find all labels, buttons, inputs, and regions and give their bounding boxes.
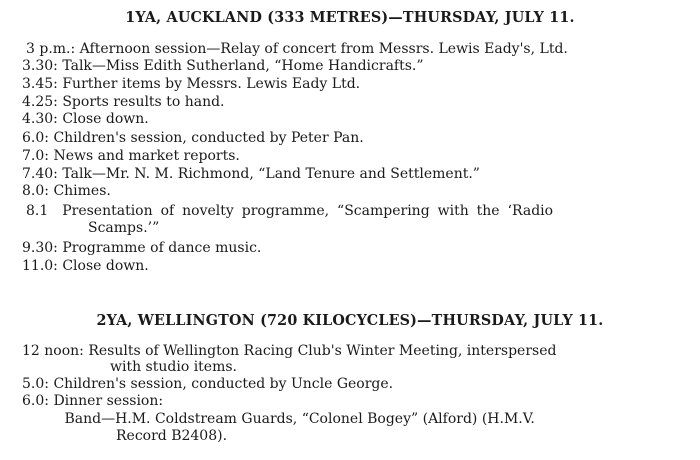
entry-text: News and market reports. xyxy=(53,148,240,164)
entry-text: Dinner session: xyxy=(53,393,164,409)
entry-text: Further items by Messrs. Lewis Eady Ltd. xyxy=(62,76,361,92)
entry-text: Programme of dance music. xyxy=(62,240,262,256)
entry-time: 8.1 xyxy=(26,203,49,219)
entry-text: Talk—Miss Edith Sutherland, “Home Handicrafts.” xyxy=(62,58,424,74)
section-heading-1ya: 1YA, AUCKLAND (333 METRES)—THURSDAY, JULY 11. xyxy=(125,9,575,26)
entry-time: 5.0: xyxy=(22,376,49,392)
entry-time: 4.25: xyxy=(22,94,58,110)
entry-time: 9.30: xyxy=(22,240,58,256)
schedule-entry xyxy=(26,203,553,219)
entry-text: Band—H.M. Coldstream Guards, “Colonel Bogey” (Alford) (H.M.V. xyxy=(64,411,535,427)
schedule-entry xyxy=(22,130,364,146)
schedule-entry xyxy=(26,41,568,57)
entry-continuation: Record B2408). xyxy=(116,428,228,444)
entry-time: 6.0: xyxy=(22,393,49,409)
entry-continuation: with studio items. xyxy=(110,359,237,375)
entry-text: Chimes. xyxy=(53,183,111,199)
entry-text: Children's session, conducted by Peter Pan. xyxy=(53,130,364,146)
entry-time: 3.45: xyxy=(22,76,58,92)
schedule-entry xyxy=(22,183,111,199)
entry-text: Results of Wellington Racing Club's Winter Meeting, interspersed xyxy=(88,343,557,359)
schedule-entry xyxy=(22,111,149,127)
entry-time: 11.0: xyxy=(22,258,58,274)
schedule-entry xyxy=(22,240,261,256)
schedule-entry xyxy=(22,258,149,274)
entry-time: 7.0: xyxy=(22,148,49,164)
entry-continuation: Scamps.’” xyxy=(88,220,160,236)
schedule-entry xyxy=(22,393,163,409)
entry-time: 12 noon: xyxy=(22,343,84,359)
entry-time: 4.30: xyxy=(22,111,58,127)
schedule-entry xyxy=(22,58,424,74)
schedule-entry xyxy=(22,166,480,182)
entry-time: 8.0: xyxy=(22,183,49,199)
entry-time: 6.0: xyxy=(22,130,49,146)
schedule-entry xyxy=(22,148,240,164)
entry-text: Close down. xyxy=(62,258,149,274)
section-heading-2ya: 2YA, WELLINGTON (720 KILOCYCLES)—THURSDAY, JULY 11. xyxy=(96,312,604,329)
schedule-entry xyxy=(22,76,360,92)
entry-text: Children's session, conducted by Uncle George. xyxy=(53,376,394,392)
entry-text: Sports results to hand. xyxy=(62,94,225,110)
entry-text: Afternoon session—Relay of concert from Messrs. Lewis Eady's, Ltd. xyxy=(79,41,568,57)
schedule-entry xyxy=(60,411,535,427)
schedule-entry xyxy=(22,376,393,392)
entry-text: Presentation of novelty programme, “Scampering with the ‘Radio xyxy=(62,203,554,219)
schedule-entry xyxy=(22,343,556,359)
entry-text: Talk—Mr. N. M. Richmond, “Land Tenure and Settlement.” xyxy=(62,166,480,182)
entry-text: Close down. xyxy=(62,111,149,127)
entry-time: 7.40: xyxy=(22,166,58,182)
entry-time: 3 p.m.: xyxy=(26,41,76,57)
entry-time: 3.30: xyxy=(22,58,58,74)
schedule-entry xyxy=(22,94,225,110)
